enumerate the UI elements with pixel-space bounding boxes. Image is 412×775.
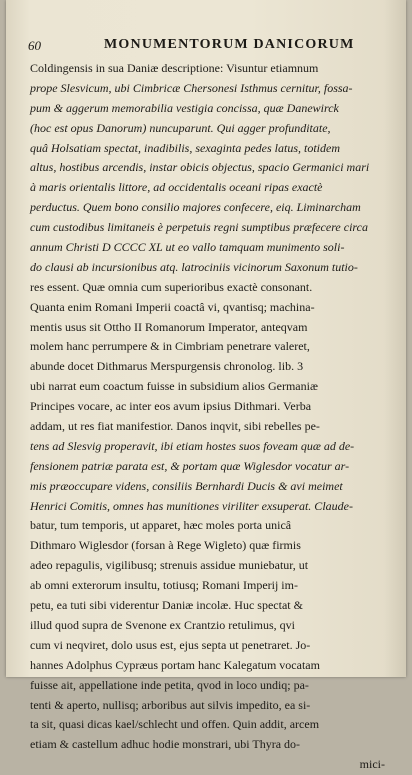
page-header — [28, 37, 388, 55]
text-line: etiam & castellum adhuc hodie monstrari, ubi Thyra do- — [30, 737, 301, 752]
text-line: mentis usus sit Ottho II Romanorum Imperator, anteqvam — [30, 319, 308, 334]
text-line: cum custodibus limitaneis è perpetuis regni sumptibus præfecere circa — [30, 220, 368, 235]
text-line: ubi narrat eum coactum fuisse in subsidium alios Germaniæ — [30, 379, 318, 394]
text-line: (hoc est opus Danorum) nuncuparunt. Qui agger profunditate, — [30, 120, 331, 135]
text-line: Coldingensis in sua Daniæ descriptione: Visuntur etiamnum — [30, 61, 319, 75]
text-line: annum Christi D CCCC XL ut eo vallo tamquam munimento soli- — [30, 240, 345, 255]
body-text — [30, 59, 385, 775]
text-line: addam, ut res fiat manifestior. Danos inqvit, sibi rebelles pe- — [30, 419, 320, 434]
text-line: prope Slesvicum, ubi Cimbricæ Chersonesi Isthmus cernitur, fossa- — [30, 80, 353, 95]
text-line: res essent. Quæ omnia cum superioribus exactè consonant. — [30, 279, 313, 294]
book-page — [6, 0, 406, 772]
text-line: batur, tum temporis, ut apparet, hæc moles porta unicâ — [30, 518, 292, 533]
text-line: cum vi neqviret, dolo usus est, ejus septa ut penetraret. Jo- — [30, 637, 311, 652]
text-line: mis præoccupare videns, consiliis Bernhardi Ducis & avi meimet — [30, 478, 343, 493]
text-line: do clausi ab incursionibus atq. latrociniis vicinorum Saxonum tutio- — [30, 259, 358, 274]
text-line: pum & aggerum memorabilia vestigia concissa, quæ Danewirck — [30, 100, 339, 115]
text-line: Henrici Comitis, omnes has munitiones viriliter exsuperat. Claude- — [30, 498, 353, 513]
catchword: mici- — [359, 757, 385, 772]
page-number: 60 — [28, 38, 41, 53]
text-line: Dithmaro Wiglesdor (forsan à Rege Wigleto) quæ firmis — [30, 538, 301, 553]
text-line: à maris orientalis littore, ad occidentalis oceani ripas exactè — [30, 180, 323, 195]
text-line: hannes Adolphus Cypræus portam hanc Kalegatum vocatam — [30, 657, 320, 672]
text-line: illud quod supra de Svenone ex Crantzio retulimus, qvi — [30, 617, 295, 632]
running-title: MONUMENTORUM DANICORUM — [104, 37, 355, 52]
text-line: Quanta enim Romani Imperii coactâ vi, qvantisq; machina- — [30, 299, 315, 314]
text-line: altus, hostibus arcendis, instar obicis objectus, spacio Germanici mari — [30, 160, 370, 175]
text-line: petu, ea tuti sibi viderentur Daniæ incolæ. Huc spectat & — [30, 598, 303, 613]
scan-edge-shadow — [384, 0, 406, 677]
text-line: Principes vocare, ac inter eos avum ipsius Dithmari. Verba — [30, 399, 312, 414]
text-line: quâ Holsatiam spectat, inadibilis, sexaginta pedes latus, totidem — [30, 140, 340, 155]
text-line: tenti & aperto, nullisq; arboribus aut silvis impedito, ea si- — [30, 697, 311, 712]
text-line: abunde docet Dithmarus Merspurgensis chronolog. lib. 3 — [30, 359, 304, 374]
text-line: adeo repagulis, vigilibusq; strenuis assidue muniebatur, ut — [30, 558, 309, 573]
text-line: molem hanc perrumpere & in Cimbriam penetrare valeret, — [30, 339, 310, 354]
text-line: ta sit, quasi dicas kael/schlecht und offen. Quin addit, arcem — [30, 717, 320, 732]
text-line: fuisse ait, appellatione inde petita, qvod in loco undiq; pa- — [30, 677, 309, 692]
text-line: tens ad Slesvig properavit, ibi etiam hostes suos foveam quæ ad de- — [30, 438, 355, 453]
text-line: ab omni exterorum insultu, totiusq; Romani Imperij im- — [30, 578, 298, 593]
text-line: perductus. Quem bono consilio majores confecere, eiq. Liminarcham — [30, 200, 361, 215]
text-line: fensionem patriæ parata est, & portam quæ Wiglesdor vocatur ar- — [30, 458, 350, 473]
